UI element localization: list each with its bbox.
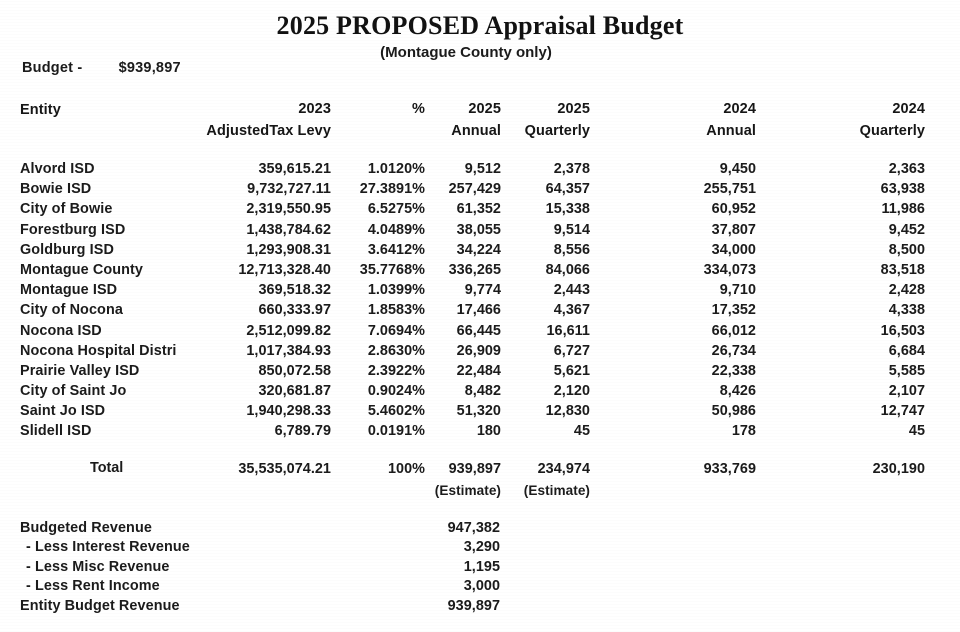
annual-2024-value: 8,426 <box>719 383 756 400</box>
column-header-2024-quarterly-year: 2024 <box>892 101 925 117</box>
percent-value: 35.7768% <box>359 261 425 278</box>
revenue-value: 939,897 <box>447 597 500 614</box>
annual-2024-value: 26,734 <box>711 342 756 359</box>
annual-2025-value: 26,909 <box>456 342 501 359</box>
entity-name: Nocona Hospital Distri <box>20 342 177 359</box>
revenue-summary <box>0 520 960 617</box>
annual-2025-value: 17,466 <box>456 302 501 319</box>
column-header-levy-year: 2023 <box>298 101 331 117</box>
quarterly-2024-value: 8,500 <box>888 241 925 258</box>
annual-2024-value: 22,338 <box>711 362 756 379</box>
annual-2025-value: 61,352 <box>456 201 501 218</box>
table-row <box>0 422 960 442</box>
percent-value: 3.6412% <box>367 241 425 258</box>
budget-label: Budget - <box>22 60 83 76</box>
revenue-label: - Less Misc Revenue <box>26 558 170 575</box>
column-header-2025-quarterly-year: 2025 <box>557 101 590 117</box>
column-header-2024-annual-label: Annual <box>706 123 756 139</box>
column-header-levy-label: AdjustedTax Levy <box>206 123 331 139</box>
levy-value: 1,293,908.31 <box>246 241 331 258</box>
table-total-row <box>0 460 960 482</box>
quarterly-2025-value: 84,066 <box>545 261 590 278</box>
quarterly-2024-value: 4,338 <box>888 302 925 319</box>
annual-2025-value: 180 <box>476 423 501 440</box>
quarterly-2025-value: 2,120 <box>553 383 590 400</box>
quarterly-2024-value: 2,363 <box>888 161 925 177</box>
column-header-2025-annual-label: Annual <box>451 123 501 139</box>
percent-value: 1.0399% <box>367 282 425 299</box>
quarterly-2024-value: 83,518 <box>880 261 925 278</box>
quarterly-2025-value: 9,514 <box>553 221 590 238</box>
percent-value: 0.9024% <box>367 383 425 400</box>
revenue-row <box>0 578 960 597</box>
entity-name: Alvord ISD <box>20 161 95 177</box>
entity-name: Saint Jo ISD <box>20 403 106 420</box>
entity-name: Montague ISD <box>20 282 118 299</box>
quarterly-2025-value: 16,611 <box>546 322 590 339</box>
total-label: Total <box>90 460 124 476</box>
table-row <box>0 241 960 261</box>
table-row <box>0 382 960 402</box>
levy-value: 1,940,298.33 <box>246 403 331 420</box>
levy-value: 660,333.97 <box>258 302 331 319</box>
revenue-value: 947,382 <box>447 520 500 536</box>
annual-2024-value: 17,352 <box>711 302 756 319</box>
quarterly-2025-value: 15,338 <box>545 201 590 218</box>
quarterly-2024-value: 2,428 <box>888 282 925 299</box>
annual-2025-value: 257,429 <box>448 181 501 198</box>
column-header-2024-annual-year: 2024 <box>723 101 756 117</box>
annual-2024-value: 334,073 <box>703 261 756 278</box>
annual-2024-value: 66,012 <box>711 322 756 339</box>
percent-value: 6.5275% <box>367 201 425 218</box>
column-header-entity: Entity <box>20 102 61 118</box>
table-row <box>0 200 960 220</box>
entity-name: City of Saint Jo <box>20 383 127 400</box>
levy-value: 1,017,384.93 <box>246 342 331 359</box>
levy-value: 2,319,550.95 <box>246 201 331 218</box>
revenue-label: - Less Interest Revenue <box>26 539 190 556</box>
percent-value: 27.3891% <box>359 181 425 198</box>
revenue-label: Budgeted Revenue <box>20 520 152 536</box>
quarterly-2025-value: 2,443 <box>553 282 590 299</box>
entity-name: Montague County <box>20 261 144 278</box>
table-row <box>0 261 960 281</box>
quarterly-2025-value: 6,727 <box>553 342 590 359</box>
levy-value: 12,713,328.40 <box>238 261 331 278</box>
revenue-row <box>0 539 960 558</box>
quarterly-2025-value: 64,357 <box>545 181 590 198</box>
revenue-value: 1,195 <box>463 558 500 575</box>
annual-2024-value: 50,986 <box>711 403 756 420</box>
total-2025-annual: 939,897 <box>448 461 501 477</box>
revenue-row <box>0 520 960 539</box>
quarterly-2024-value: 6,684 <box>888 342 925 359</box>
table-row <box>0 281 960 301</box>
quarterly-2025-value: 12,830 <box>545 403 590 420</box>
column-header-2025-annual-year: 2025 <box>468 101 501 117</box>
revenue-row <box>0 559 960 578</box>
percent-value: 2.8630% <box>367 342 425 359</box>
quarterly-2024-value: 11,986 <box>881 201 925 218</box>
quarterly-2024-value: 9,452 <box>888 221 925 238</box>
revenue-value: 3,290 <box>463 539 500 556</box>
percent-value: 2.3922% <box>367 362 425 379</box>
quarterly-2025-value: 8,556 <box>553 241 590 258</box>
annual-2024-value: 255,751 <box>703 181 756 198</box>
table-row <box>0 180 960 200</box>
quarterly-2025-value: 2,378 <box>553 161 590 177</box>
annual-2025-value: 66,445 <box>456 322 501 339</box>
total-levy: 35,535,074.21 <box>238 461 331 477</box>
entity-name: Bowie ISD <box>20 181 92 198</box>
levy-value: 320,681.87 <box>258 383 331 400</box>
page-title: 2025 PROPOSED Appraisal Budget <box>276 11 684 40</box>
quarterly-2024-value: 5,585 <box>888 362 925 379</box>
table-row <box>0 402 960 422</box>
entity-name: City of Nocona <box>20 302 123 319</box>
percent-value: 4.0489% <box>367 221 425 238</box>
levy-value: 6,789.79 <box>274 423 331 440</box>
percent-value: 0.0191% <box>367 423 425 440</box>
quarterly-2025-value: 45 <box>573 423 590 440</box>
column-header-2025-quarterly-label: Quarterly <box>524 123 590 139</box>
column-header-2024-quarterly-label: Quarterly <box>859 123 925 139</box>
total-2024-quarterly: 230,190 <box>872 461 925 477</box>
table-row <box>0 362 960 382</box>
percent-value: 7.0694% <box>367 322 425 339</box>
quarterly-2024-value: 12,747 <box>880 403 925 420</box>
levy-value: 1,438,784.62 <box>246 221 331 238</box>
quarterly-2024-value: 63,938 <box>880 181 925 198</box>
table-row <box>0 301 960 321</box>
entity-name: Slidell ISD <box>20 423 92 440</box>
revenue-label: - Less Rent Income <box>26 578 160 595</box>
entity-name: Forestburg ISD <box>20 221 126 238</box>
entity-name: Nocona ISD <box>20 322 102 339</box>
total-percent: 100% <box>387 461 425 477</box>
table-row <box>0 221 960 241</box>
quarterly-2024-value: 16,503 <box>880 322 925 339</box>
annual-2024-value: 37,807 <box>711 221 756 238</box>
percent-value: 1.0120% <box>367 161 425 177</box>
annual-2025-value: 9,774 <box>464 282 501 299</box>
total-2024-annual: 933,769 <box>703 461 756 477</box>
annual-2025-value: 336,265 <box>448 261 501 278</box>
annual-2025-value: 22,484 <box>456 362 501 379</box>
annual-2024-value: 9,450 <box>719 161 756 177</box>
levy-value: 850,072.58 <box>258 362 331 379</box>
entity-name: Prairie Valley ISD <box>20 362 140 379</box>
annual-2024-value: 60,952 <box>711 201 756 218</box>
estimate-note-2025-annual: (Estimate) <box>434 483 501 498</box>
entity-name: Goldburg ISD <box>20 241 114 258</box>
annual-2024-value: 9,710 <box>719 282 756 299</box>
levy-value: 9,732,727.11 <box>247 181 331 198</box>
levy-value: 369,518.32 <box>258 282 331 299</box>
table-row <box>0 342 960 362</box>
quarterly-2025-value: 5,621 <box>553 362 590 379</box>
annual-2025-value: 51,320 <box>456 403 501 420</box>
revenue-row <box>0 598 960 617</box>
page-subtitle: (Montague County only) <box>380 44 552 61</box>
annual-2025-value: 34,224 <box>456 241 501 258</box>
annual-2025-value: 9,512 <box>464 161 501 177</box>
total-2025-quarterly: 234,974 <box>537 461 590 477</box>
annual-2025-value: 8,482 <box>464 383 501 400</box>
percent-value: 5.4602% <box>367 403 425 420</box>
annual-2025-value: 38,055 <box>456 221 501 238</box>
budget-summary-line <box>22 60 181 76</box>
levy-value: 359,615.21 <box>258 161 331 177</box>
table-row <box>0 322 960 342</box>
table-body <box>0 160 960 443</box>
annual-2024-value: 178 <box>731 423 756 440</box>
table-estimate-note-row <box>0 482 960 502</box>
budget-amount: $939,897 <box>118 60 181 76</box>
revenue-value: 3,000 <box>463 578 500 595</box>
levy-value: 2,512,099.82 <box>246 322 331 339</box>
percent-value: 1.8583% <box>367 302 425 319</box>
revenue-label: Entity Budget Revenue <box>20 597 180 614</box>
table-row <box>0 160 960 180</box>
estimate-note-2025-quarterly: (Estimate) <box>523 483 590 498</box>
entity-name: City of Bowie <box>20 201 113 218</box>
annual-2024-value: 34,000 <box>711 241 756 258</box>
column-header-percent: % <box>412 101 425 117</box>
quarterly-2025-value: 4,367 <box>553 302 590 319</box>
quarterly-2024-value: 2,107 <box>888 383 925 400</box>
quarterly-2024-value: 45 <box>908 423 925 440</box>
